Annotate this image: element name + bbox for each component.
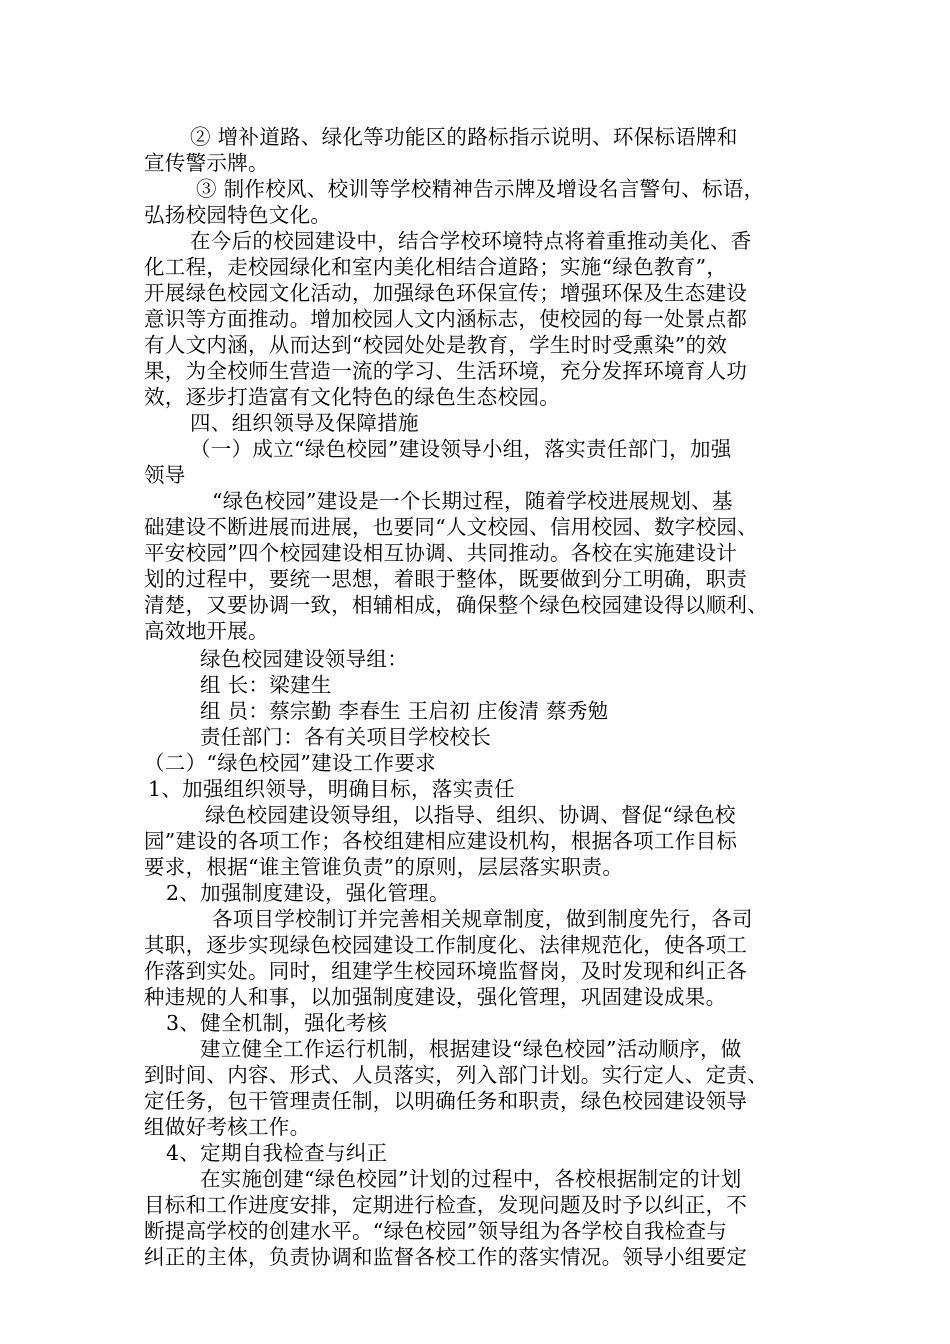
text-line: 意识等方面推动。增加校园人文内涵标志，使校园的每一处景点都: [144, 307, 748, 331]
text-line: 在实施创建“绿色校园”计划的过程中，各校根据制定的计划: [200, 1167, 742, 1191]
text-line: 在今后的校园建设中，结合学校环境特点将着重推动美化、香: [190, 229, 752, 253]
text-line: 组 长：梁建生: [200, 673, 332, 697]
text-line: 划的过程中，要统一思想，着眼于整体，既要做到分工明确，职责: [144, 567, 748, 591]
text-line: 高效地开展。: [144, 619, 269, 643]
text-line: 到时间、内容、形式、人员落实，列入部门计划。实行定人、定责、: [144, 1063, 768, 1087]
text-line: 平安校园”四个校园建设相互协调、共同推动。各校在实施建设计: [144, 541, 738, 565]
text-line: 3、健全机制，强化考核: [166, 1011, 388, 1035]
section-heading: 四、组织领导及保障措施: [190, 411, 419, 435]
subsection-heading: （一）成立“绿色校园”建设领导小组，落实责任部门，加强: [190, 437, 732, 461]
text-line: “绿色校园”建设是一个长期过程，随着学校进展规划、基: [212, 489, 733, 513]
text-line: 4、定期自我检查与纠正: [166, 1141, 388, 1165]
text-line: 种违规的人和事，以加强制度建设，强化管理，巩固建设成果。: [144, 985, 727, 1009]
text-line: 效，逐步打造富有文化特色的绿色生态校园。: [144, 385, 560, 409]
text-line: 定任务，包干管理责任制，以明确任务和职责，绿色校园建设领导: [144, 1089, 748, 1113]
text-line: 各项目学校制订并完善相关规章制度，做到制度先行，各司: [212, 907, 753, 931]
text-line: 果，为全校师生营造一流的学习、生活环境，充分发挥环境育人功: [144, 359, 748, 383]
text-line: 2、加强制度建设，强化管理。: [166, 881, 450, 905]
subsection-heading: （二）“绿色校园”建设工作要求: [144, 751, 436, 775]
text-line: 弘扬校园特色文化。: [144, 203, 332, 227]
text-line: 1、加强组织领导，明确目标，落实责任: [148, 777, 515, 801]
text-line: 责任部门：各有关项目学校校长: [200, 725, 492, 749]
text-line: 宣传警示牌。: [144, 151, 269, 175]
text-line: 领导: [144, 463, 186, 487]
text-line: 其职，逐步实现绿色校园建设工作制度化、法律规范化，使各项工: [144, 933, 748, 957]
text-line: ② 增补道路、绿化等功能区的路标指示说明、环保标语牌和: [190, 125, 738, 149]
text-line: 园”建设的各项工作；各校组建相应建设机构，根据各项工作目标: [144, 829, 738, 853]
text-line: 组做好考核工作。: [144, 1115, 311, 1139]
text-line: 绿色校园建设领导组，以指导、组织、协调、督促“绿色校: [205, 803, 736, 827]
text-line: 建立健全工作运行机制，根据建设“绿色校园”活动顺序，做: [200, 1037, 742, 1061]
text-line: 清楚，又要协调一致，相辅相成，确保整个绿色校园建设得以顺利、: [144, 593, 768, 617]
text-line: 组 员：蔡宗勤 李春生 王启初 庄俊清 蔡秀勉: [200, 699, 609, 723]
text-line: 化工程，走校园绿化和室内美化相结合道路；实施“绿色教育”，: [144, 255, 728, 279]
text-line: ③ 制作校风、校训等学校精神告示牌及增设名言警句、标语，: [196, 177, 765, 201]
text-line: 目标和工作进度安排，定期进行检查，发现问题及时予以纠正，不: [144, 1193, 748, 1217]
text-line: 纠正的主体，负责协调和监督各校工作的落实情况。领导小组要定: [144, 1245, 748, 1269]
text-line: 有人文内涵，从而达到“校园处处是教育，学生时时受熏染”的效: [144, 333, 728, 357]
text-line: 断提高学校的创建水平。“绿色校园”领导组为各学校自我检查与: [144, 1219, 728, 1243]
text-line: 作落到实处。同时，组建学生校园环境监督岗，及时发现和纠正各: [144, 959, 748, 983]
text-line: 开展绿色校园文化活动，加强绿色环保宣传；增强环保及生态建设: [144, 281, 748, 305]
text-line: 础建设不断进展而进展，也要同“人文校园、信用校园、数字校园、: [144, 515, 758, 539]
text-line: 绿色校园建设领导组：: [200, 647, 408, 671]
text-line: 要求，根据“谁主管谁负责”的原则，层层落实职责。: [144, 855, 624, 879]
